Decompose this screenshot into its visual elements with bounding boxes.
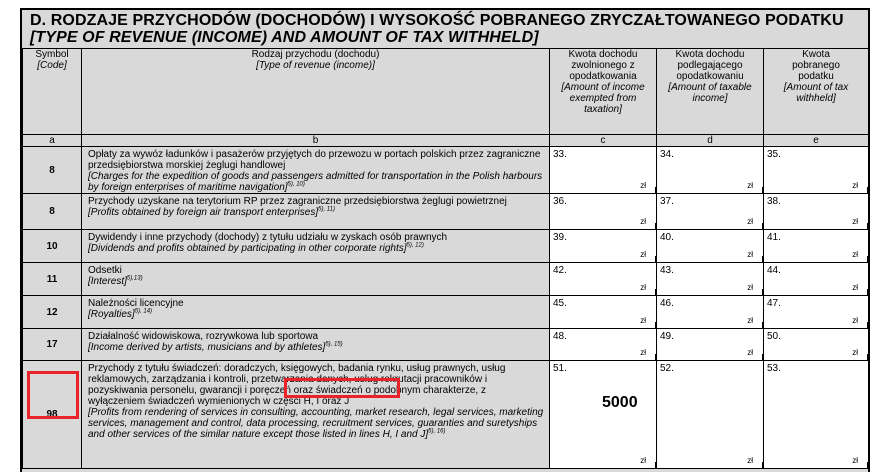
currency-label: zł [640, 181, 646, 190]
table-row [23, 263, 869, 296]
row-code: 12 [23, 296, 82, 329]
description-pl: Opłaty za wywóz ładunków i pasażerów przyjętych do przewozu w portach polskich przez zagraniczne przedsiębiorstwa morskiej żeglugi handlowej [88, 149, 541, 171]
amount-field-taxable[interactable] [657, 329, 764, 361]
description-en: [Royalties]$^{5), 14)}$ [88, 308, 153, 320]
field-number: 46. [660, 298, 674, 309]
letter-e: e [764, 135, 869, 147]
header-tax: Kwota pobranego podatku [Amount of tax withheld] [764, 49, 869, 135]
currency-label: zł [747, 316, 753, 325]
field-number: 50. [767, 331, 781, 342]
letter-c: c [550, 135, 657, 147]
field-number: 49. [660, 331, 674, 342]
field-number: 44. [767, 265, 781, 276]
field-tick [867, 187, 868, 193]
amount-field-tax[interactable] [764, 296, 869, 329]
field-number: 51. [553, 363, 567, 374]
amount-field-exempt[interactable] [550, 263, 657, 296]
footnote-ref: 5), 14) [134, 308, 153, 315]
amount-field-exempt[interactable] [550, 329, 657, 361]
letter-a: a [23, 135, 82, 147]
description-pl: Należności licencyjne [88, 298, 184, 309]
footnote-ref: 5), 16) [428, 428, 446, 435]
field-number: 45. [553, 298, 567, 309]
field-number: 52. [660, 363, 674, 374]
header-exempt: Kwota dochodu zwolnionego z opodatkowania [Amount of income exempted from taxation] [550, 49, 657, 135]
row-code: 8 [23, 194, 82, 230]
description-pl: Odsetki [88, 265, 122, 276]
currency-label: zł [640, 316, 646, 325]
currency-label: zł [747, 250, 753, 259]
footnote-ref: 5), 10) [287, 181, 305, 188]
field-number: 35. [767, 149, 781, 160]
field-number: 48. [553, 331, 567, 342]
amount-field-tax[interactable] [764, 263, 869, 296]
currency-label: zł [640, 250, 646, 259]
field-number: 38. [767, 196, 781, 207]
letter-d: d [657, 135, 764, 147]
row-description [82, 329, 550, 361]
field-number: 47. [767, 298, 781, 309]
field-tick [867, 223, 868, 229]
amount-field-taxable[interactable] [657, 230, 764, 263]
row-code: 10 [23, 230, 82, 263]
header-row [23, 49, 869, 135]
row-description [82, 296, 550, 329]
field-tick [867, 322, 868, 328]
tax-form-section-d [20, 8, 870, 472]
description-en: [Income derived by artists, musicians and by athletes]$^{5), 15)}$ [88, 341, 343, 353]
field-number: 33. [553, 149, 567, 160]
row-description [82, 361, 550, 469]
currency-label: zł [747, 348, 753, 357]
footnote-ref: 5), 11) [318, 206, 336, 213]
field-number: 40. [660, 232, 674, 243]
field-number: 53. [767, 363, 781, 374]
row-description [82, 147, 550, 194]
amount-field-taxable[interactable] [657, 296, 764, 329]
description-en: [Profits from rendering of services in consulting, accounting, market research, legal services, marketing services, management and control, data processing, recruitment services, guaranties and suretyships and other services of the similar nature except those listed in lines H, I and J]$^{5), 16)}$ [88, 407, 544, 440]
amount-value: 5000 [602, 394, 638, 411]
income-table [22, 48, 869, 469]
currency-label: zł [852, 283, 858, 292]
table-row [23, 296, 869, 329]
amount-field-tax[interactable] [764, 194, 869, 230]
description-pl: Przychody z tytułu świadczeń: doradczych, księgowych, badania rynku, usług prawnych, usług reklamowych, zarządzania i kontroli, przetwarzania danych, usług rekrutacji pracowników i pozyskiwania personelu, gwarancji i poręczeń oraz świadczeń o podobnym charakterze, z wyłączeniem świadczeń wymienionych w części H, I oraz J [88, 363, 506, 407]
table-row [23, 147, 869, 194]
amount-field-taxable[interactable] [657, 263, 764, 296]
currency-label: zł [640, 217, 646, 226]
footnote-ref: 5), 12) [406, 242, 424, 249]
field-number: 42. [553, 265, 567, 276]
description-en: [Dividends and profits obtained by participating in other corporate rights]$^{5), 12)}$ [88, 242, 424, 254]
field-number: 43. [660, 265, 674, 276]
currency-label: zł [852, 181, 858, 190]
description-pl: Dywidendy i inne przychody (dochody) z tytułu udziału w zyskach osób prawnych [88, 232, 448, 243]
field-number: 39. [553, 232, 567, 243]
row-code: 17 [23, 329, 82, 361]
amount-field-exempt[interactable] [550, 230, 657, 263]
currency-label: zł [852, 456, 858, 465]
header-type: Rodzaj przychodu (dochodu) [Type of revenue (income)] [82, 49, 550, 135]
footnote-ref: 5),13) [126, 275, 143, 282]
amount-field-tax[interactable] [764, 230, 869, 263]
field-number: 34. [660, 149, 674, 160]
field-tick [867, 289, 868, 295]
currency-label: zł [852, 316, 858, 325]
table-row [23, 361, 869, 469]
field-tick [867, 256, 868, 262]
field-number: 37. [660, 196, 674, 207]
table-row [23, 230, 869, 263]
amount-field-tax[interactable] [764, 329, 869, 361]
section-title [30, 12, 860, 46]
row-code: 11 [23, 263, 82, 296]
amount-field-tax[interactable] [764, 147, 869, 194]
currency-label: zł [747, 217, 753, 226]
table-row [23, 329, 869, 361]
description-en: [Profits obtained by foreign air transport enterprises]$^{5), 11)}$ [88, 206, 336, 218]
column-letters-row [23, 135, 869, 147]
description-pl: Przychody uzyskane na terytorium RP przez zagraniczne przedsiębiorstwa żeglugi powietrznej [88, 196, 507, 207]
currency-label: zł [640, 283, 646, 292]
description-en: [Interest]$^{5),13)}$ [88, 275, 143, 287]
section-title-pl: D. RODZAJE PRZYCHODÓW (DOCHODÓW) I WYSOKOŚĆ POBRANEGO ZRYCZAŁTOWANEGO PODATKU [30, 12, 844, 29]
letter-b: b [82, 135, 550, 147]
row-code: 98 [23, 361, 82, 469]
currency-label: zł [852, 348, 858, 357]
currency-label: zł [747, 283, 753, 292]
field-number: 36. [553, 196, 567, 207]
currency-label: zł [747, 456, 753, 465]
field-number: 41. [767, 232, 781, 243]
amount-field-exempt[interactable] [550, 194, 657, 230]
section-title-en: [TYPE OF REVENUE (INCOME) AND AMOUNT OF TAX WITHHELD] [30, 29, 539, 46]
description-en: [Charges for the expedition of goods and passengers admitted for transportation in the Polish harbours by foreign enterprises of maritime navigation]$^{5), 10)}$ [88, 171, 543, 193]
currency-label: zł [640, 348, 646, 357]
footnote-ref: 5), 15) [325, 341, 343, 348]
header-taxable: Kwota dochodu podlegającego opodatkowaniu [Amount of taxable income] [657, 49, 764, 135]
field-tick [867, 462, 868, 468]
table-row [23, 194, 869, 230]
currency-label: zł [852, 217, 858, 226]
row-description [82, 194, 550, 230]
amount-field-taxable[interactable] [657, 361, 764, 469]
currency-label: zł [747, 181, 753, 190]
amount-field-taxable[interactable] [657, 147, 764, 194]
amount-field-exempt[interactable] [550, 296, 657, 329]
currency-label: zł [640, 456, 646, 465]
amount-field-exempt[interactable] [550, 361, 657, 469]
amount-field-tax[interactable] [764, 361, 869, 469]
description-pl: Działalność widowiskowa, rozrywkowa lub sportowa [88, 331, 319, 342]
currency-label: zł [852, 250, 858, 259]
row-description [82, 263, 550, 296]
amount-field-exempt[interactable] [550, 147, 657, 194]
row-description [82, 230, 550, 263]
row-code: 8 [23, 147, 82, 194]
header-symbol: Symbol [Code] [23, 49, 82, 135]
field-tick [867, 354, 868, 360]
amount-field-taxable[interactable] [657, 194, 764, 230]
